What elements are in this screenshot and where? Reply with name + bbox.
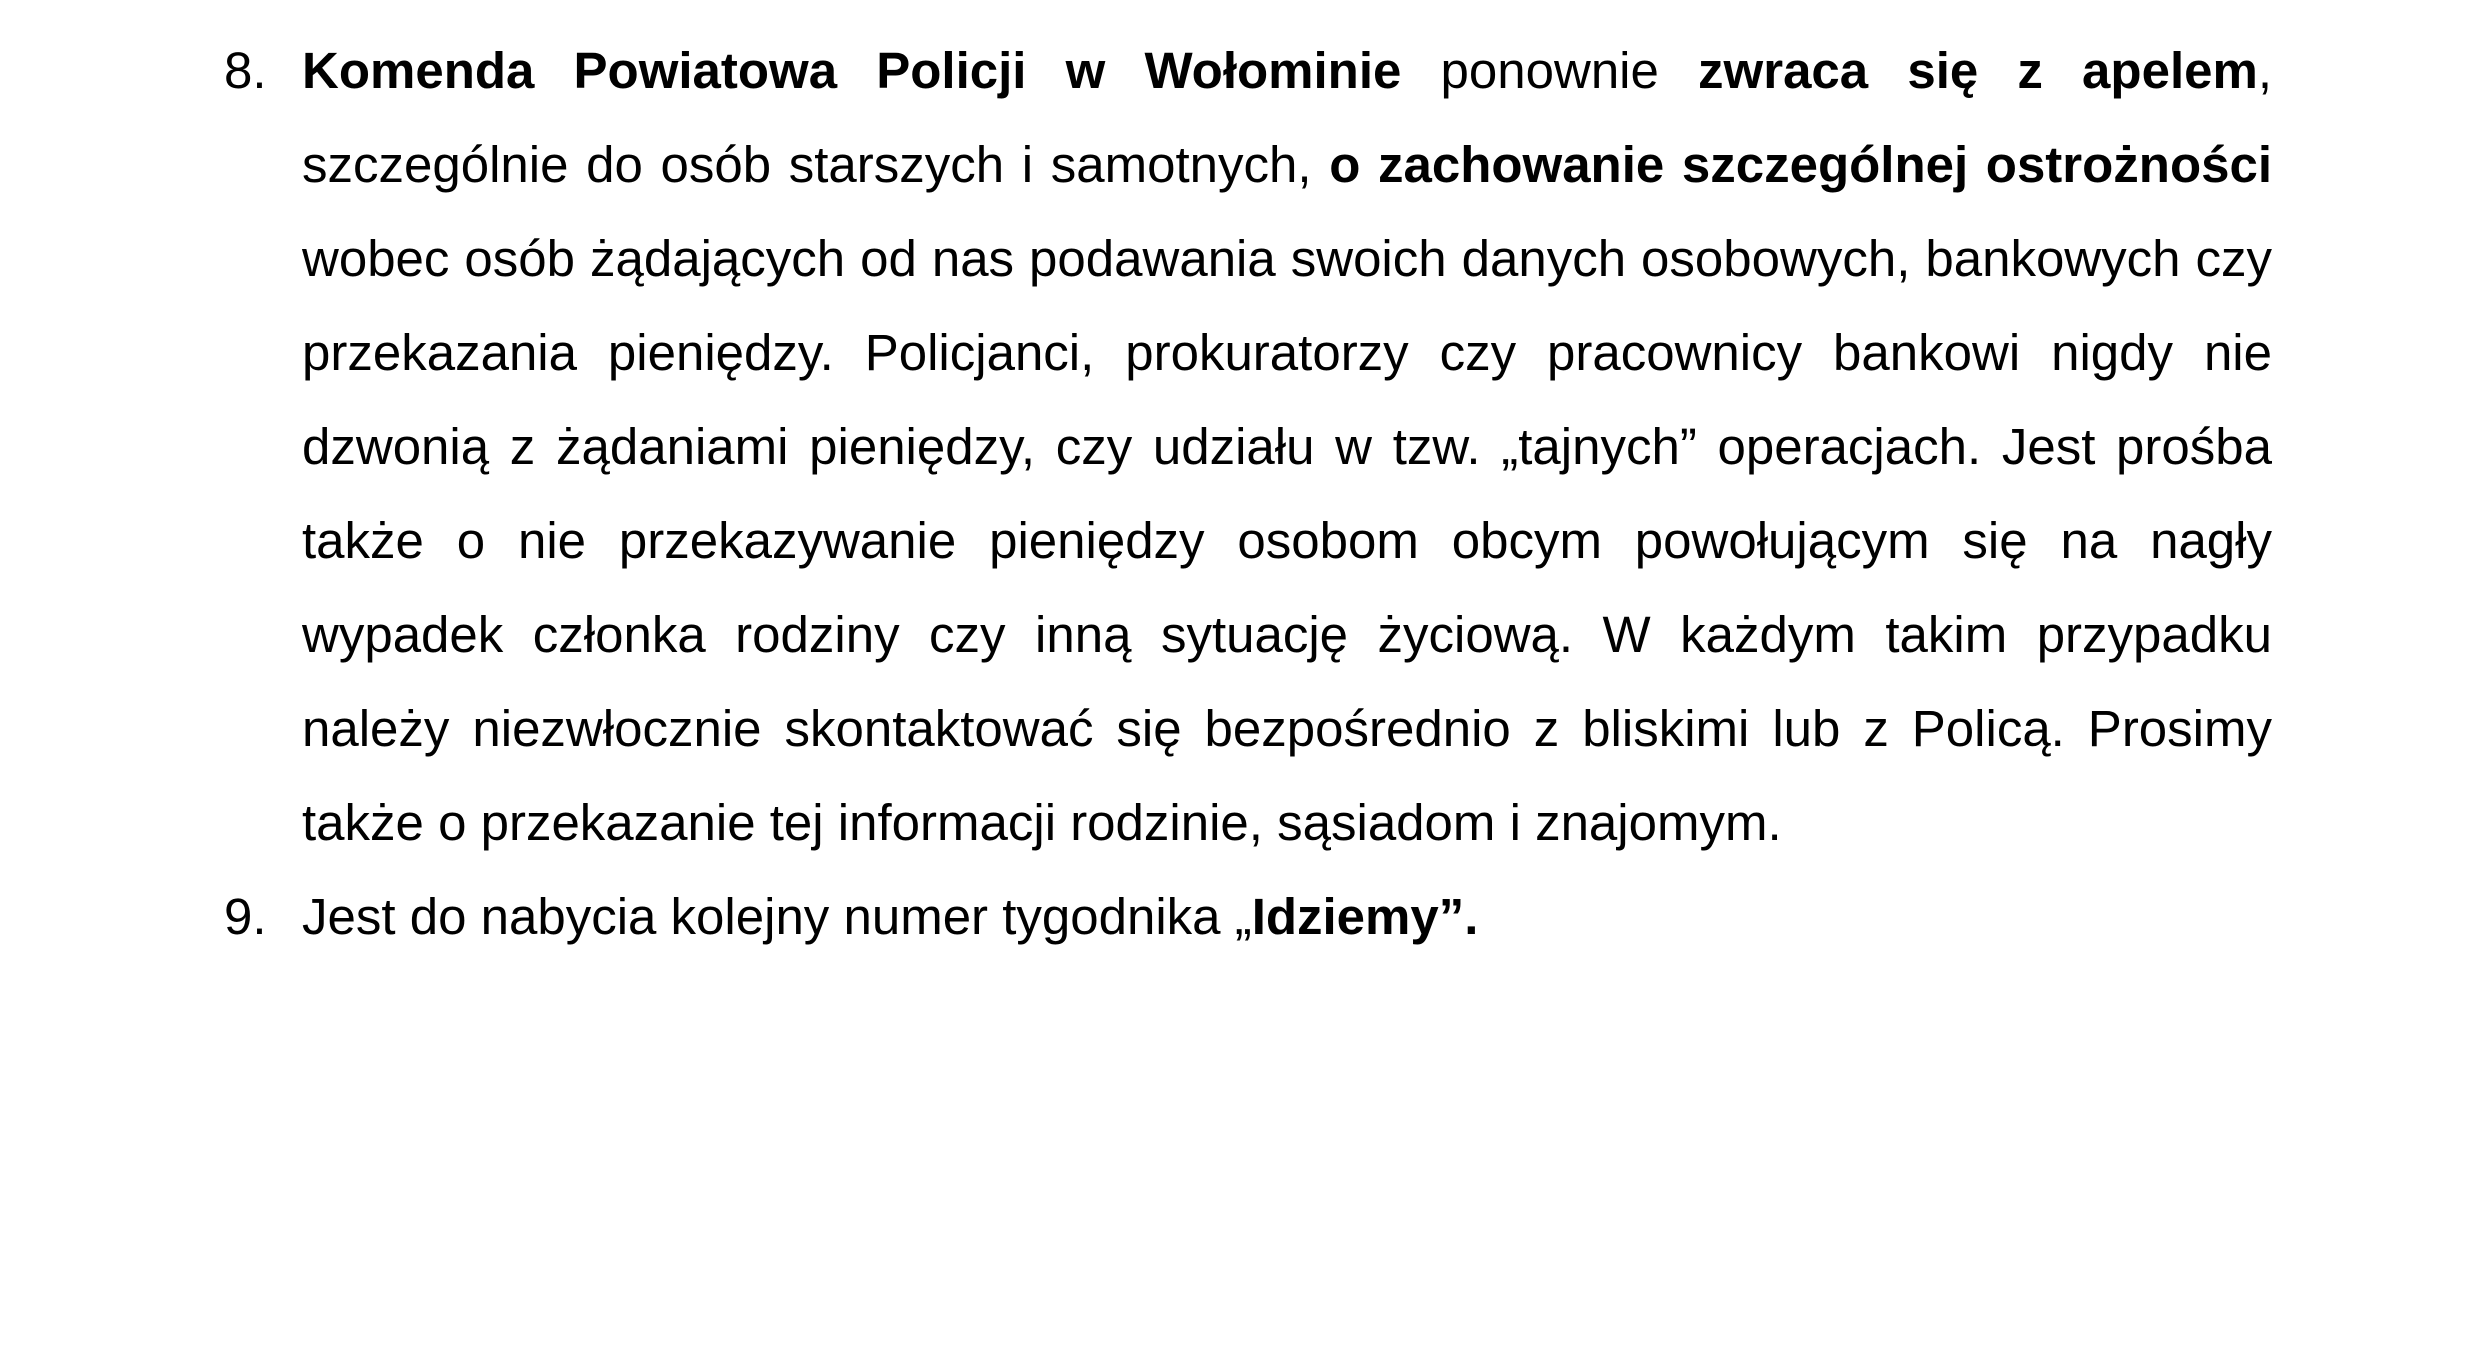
list-item-9 [0, 870, 2481, 964]
text-segment-bold: zwraca się z apelem [1698, 42, 2258, 99]
text-segment-bold: o zachowanie szczególnej ostrożności [1329, 136, 2272, 193]
item-number: 8. [224, 42, 267, 99]
text-segment-bold: Idziemy”. [1251, 888, 1479, 945]
item-text [302, 24, 2272, 870]
item-text [302, 870, 2272, 964]
text-segment: , szczególnie do osób starszych i samotnych, [302, 42, 2272, 193]
list-item-8 [0, 24, 2481, 870]
announcement-list [0, 24, 2481, 964]
text-segment: wobec osób żądających od nas podawania swoich danych osobowych, bankowych czy przekazania pieniędzy. Policjanci, prokuratorzy czy pracownicy bankowi nigdy nie dzwonią z żądaniami pieniędzy, czy udziału w tzw. „tajnych” operacjach. Jest prośba także o nie przekazywanie pieniędzy osobom obcym powołującym się na nagły wypadek członka rodziny czy inną sytuację życiową. W każdym takim przypadku należy niezwłocznie skontaktować się bezpośrednio z bliskimi lub z Policą. Prosimy także o przekazanie tej informacji rodzinie, sąsiadom i znajomym. [302, 230, 2272, 851]
item-number: 9. [224, 888, 267, 945]
text-segment-bold: Komenda Powiatowa Policji w Wołominie [302, 42, 1402, 99]
text-segment: ponownie [1401, 42, 1699, 99]
text-segment: Jest do nabycia kolejny numer tygodnika „ [302, 888, 1252, 945]
